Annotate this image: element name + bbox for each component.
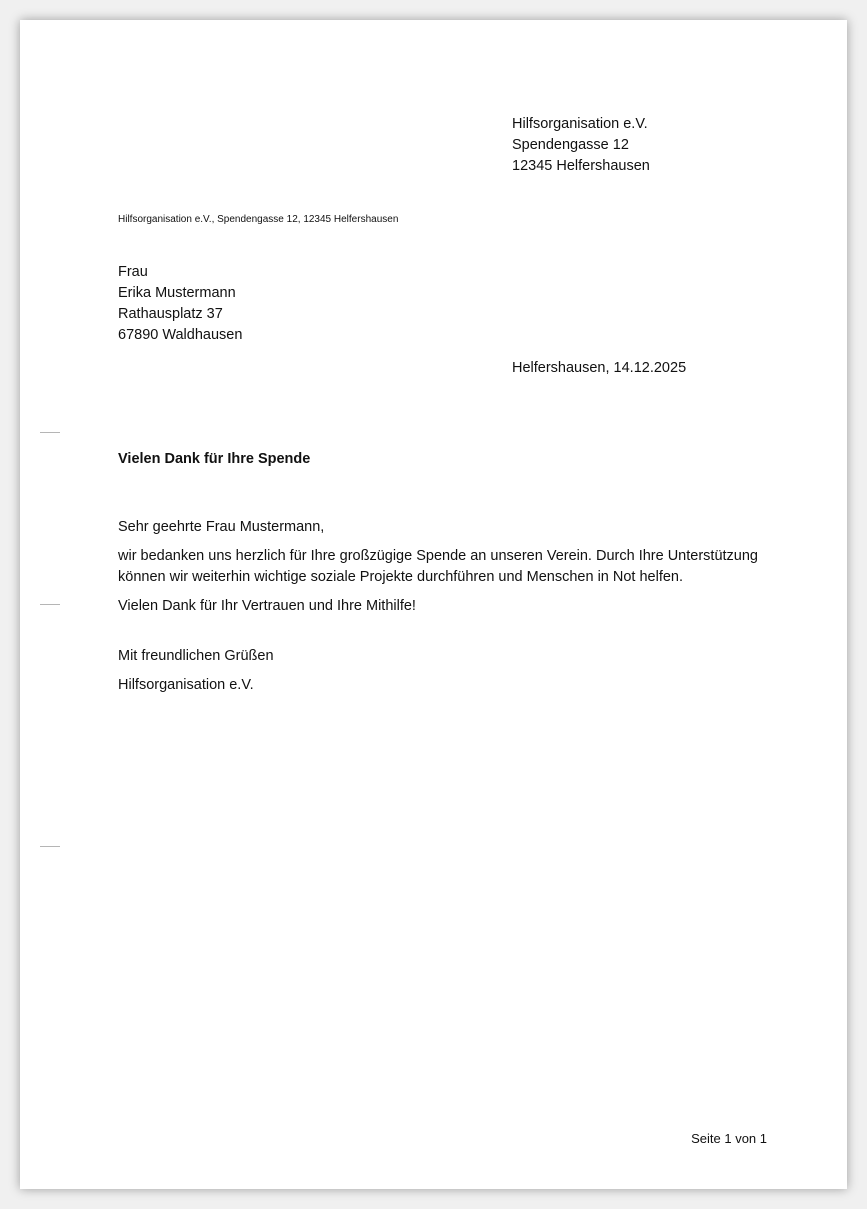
subject-line: Vielen Dank für Ihre Spende: [118, 451, 311, 467]
punch-mark: [40, 604, 60, 605]
recipient-street: Rathausplatz 37: [118, 306, 223, 322]
letter-page: [20, 20, 847, 1189]
signature: Hilfsorganisation e.V.: [118, 677, 254, 693]
recipient-salutation: Frau: [118, 264, 148, 280]
fold-mark-top: [40, 432, 60, 433]
place-date: Helfershausen, 14.12.2025: [512, 360, 687, 376]
recipient-name: Erika Mustermann: [118, 285, 236, 301]
sender-city: 12345 Helfershausen: [512, 158, 650, 174]
fold-mark-bottom: [40, 846, 60, 847]
sender-address: [512, 114, 650, 177]
recipient-address: [118, 262, 242, 346]
sender-street: Spendengasse 12: [512, 137, 629, 153]
body-paragraph-1: wir bedanken uns herzlich für Ihre großzügige Spende an unseren Verein. Durch Ihre Unterstützung können wir weiterhin wichtige soziale Projekte durchführen und Menschen in Not helfen.: [118, 548, 758, 585]
closing-formula: Mit freundlichen Grüßen: [118, 648, 274, 664]
body-paragraph-2: Vielen Dank für Ihr Vertrauen und Ihre Mithilfe!: [118, 598, 416, 614]
letter-body: [118, 517, 778, 696]
return-address-line: Hilfsorganisation e.V., Spendengasse 12, 12345 Helfershausen: [118, 214, 399, 225]
greeting: Sehr geehrte Frau Mustermann,: [118, 519, 325, 535]
recipient-city: 67890 Waldhausen: [118, 327, 243, 343]
page-number: Seite 1 von 1: [691, 1131, 767, 1146]
sender-name: Hilfsorganisation e.V.: [512, 116, 648, 132]
